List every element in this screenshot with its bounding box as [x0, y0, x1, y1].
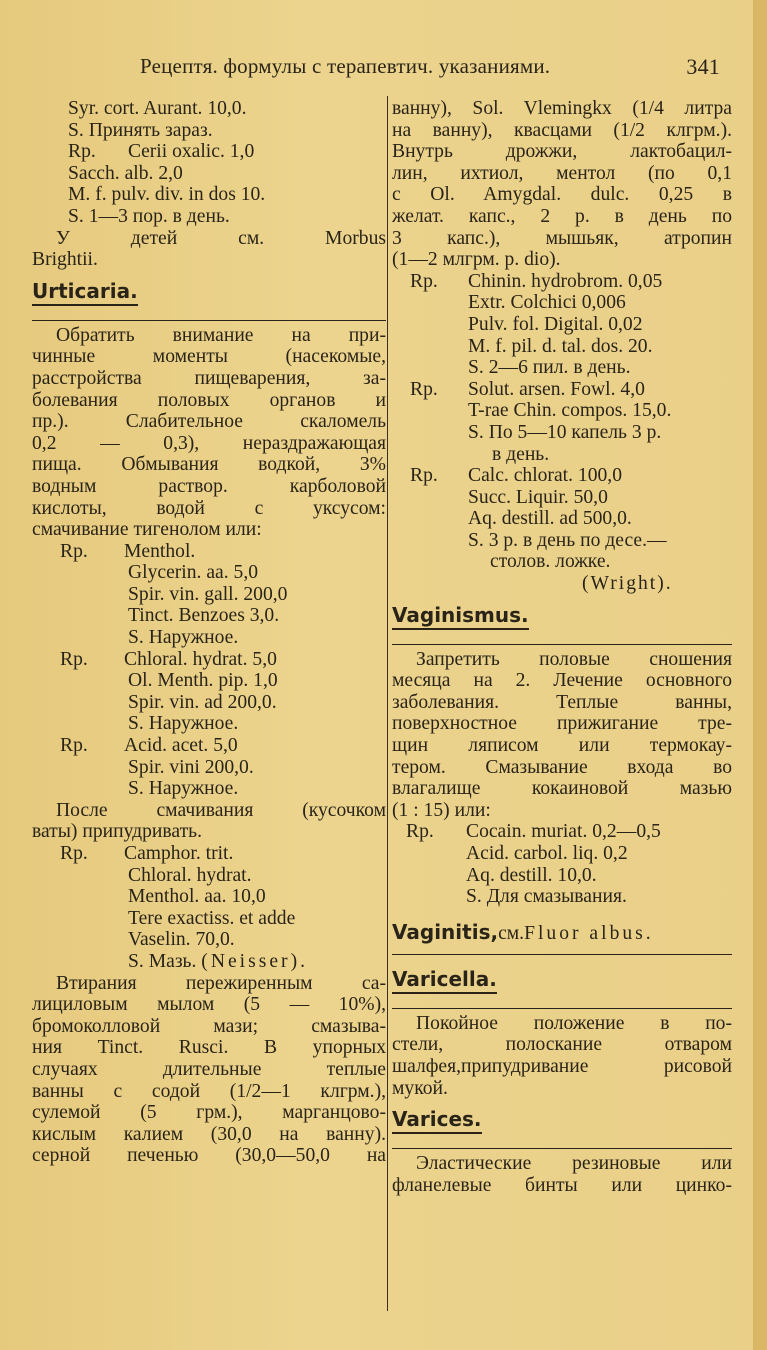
text-line: Chloral. hydrat.: [128, 864, 252, 886]
text-line: Spir. vin. gall. 200,0: [128, 583, 288, 605]
text-line: болевания половых органов и: [32, 389, 386, 411]
text-line: S. 1—3 пор. в день.: [68, 205, 230, 227]
text-line: Vaselin. 70,0.: [128, 929, 235, 951]
prescription-line: Rp. Solut. arsen. Fowl. 4,0: [392, 379, 732, 401]
text-line: Aq. destill. 10,0.: [466, 864, 597, 886]
text-line: Pulv. fol. Digital. 0,02: [468, 313, 643, 335]
prescription-line: Rp. Acid. acet. 5,0: [32, 735, 386, 757]
text-line: Succ. Liquir. 50,0: [468, 486, 608, 508]
rp-label: Rp.: [60, 843, 88, 864]
page-edge: [753, 0, 767, 1350]
text-line: (1—2 млгрм. р. dio).: [392, 249, 561, 271]
text-line: стели, полоскание отваром: [392, 1034, 732, 1056]
text-line: S. Наружное.: [128, 778, 239, 800]
text-line: в день.: [492, 443, 550, 465]
text-line: ния Tinct. Rusci. В упорных: [32, 1037, 386, 1059]
text-line: мукой.: [392, 1077, 448, 1099]
text-line: S. Наружное.: [128, 627, 239, 649]
text-line: серной печенью (30,0—50,0 на: [32, 1145, 386, 1167]
text-line: S. 2—6 пил. в день.: [468, 357, 631, 379]
text-line: смачивание тигенолом или:: [32, 519, 262, 541]
text-line: После смачивания (кусочком: [56, 799, 386, 821]
reference-target: Fluor albus.: [524, 922, 654, 944]
text-line: Tere exactiss. et adde: [128, 907, 296, 929]
text-line: Acid. carbol. liq. 0,2: [466, 843, 628, 864]
section-rule: [392, 954, 732, 959]
prescription-line: Rp. Menthol.: [32, 541, 386, 563]
text-line: Tinct. Benzoes 3,0.: [128, 605, 280, 627]
text-line: Sacch. alb. 2,0: [68, 162, 183, 184]
text-line: S. Принять зараз.: [68, 119, 213, 141]
prescription-line: Rp. Cerii oxalic. 1,0: [32, 141, 386, 163]
text-line: Втирания пережиренным са-: [56, 972, 386, 994]
text-line: ваты) припудривать.: [32, 821, 202, 843]
text-line: расстройства пищеварения, за-: [32, 367, 386, 389]
text-line: Запретить половые сношения: [416, 648, 732, 670]
author-citation: (Wright).: [582, 573, 673, 595]
see-label: см.: [498, 922, 525, 944]
text-line: M. f. pil. d. tal. dos. 20.: [468, 335, 653, 357]
prescription-line: Rp. Calc. chlorat. 100,0: [392, 465, 732, 487]
text-line: 0,2 — 0,3), нераздражающая: [32, 432, 386, 454]
text-line: сулемой (5 грм.), марганцово-: [32, 1102, 386, 1124]
prescription-line: Rp. Chloral. hydrat. 5,0: [32, 649, 386, 671]
text-line: S. Наружное.: [128, 713, 239, 735]
prescription-line: Rp. Chinin. hydrobrom. 0,05: [392, 271, 732, 293]
text-line: Glycerin. aa. 5,0: [128, 562, 259, 584]
text-line: У детей см. Morbus: [56, 227, 386, 249]
rp-label: Rp.: [68, 141, 96, 163]
rp-label: Rp.: [406, 821, 434, 843]
column-divider: [387, 96, 388, 1311]
text-line: случаях длительные теплые: [32, 1058, 386, 1080]
rp-label: Rp.: [60, 735, 88, 757]
page-number: 341: [686, 54, 720, 79]
text-line: заболевания. Теплые ванны,: [392, 691, 732, 713]
text-line: S. 3 р. в день по десе.—: [468, 529, 667, 551]
prescription-line: Rp. Cocain. muriat. 0,2—0,5: [392, 821, 732, 843]
text-line: Внутрь дрожжи, лактобацил-: [392, 141, 732, 163]
rp-label: Rp.: [410, 378, 438, 400]
running-header: [140, 54, 720, 84]
text-line: фланелевые бинты или цинко-: [392, 1174, 732, 1196]
text-line: Syr. cort. Aurant. 10,0.: [68, 98, 247, 119]
text-line: бромоколловой мази; смазыва-: [32, 1015, 386, 1037]
text-line: поверхностное прижигание тре-: [392, 713, 732, 735]
text-line: Обратить внимание на при-: [56, 324, 386, 346]
text-line: Menthol. aa. 10,0: [128, 886, 266, 908]
prescription-line: Rp. Camphor. trit.: [32, 843, 386, 865]
text-line: S. По 5—10 капель 3 р.: [468, 421, 662, 443]
text-line: пища. Обмывания водкой, 3%: [32, 454, 386, 476]
section-heading-urticaria: Urticaria.: [32, 279, 138, 306]
rp-label: Rp.: [60, 540, 88, 562]
text-line: на ванну), квасцами (1/2 клгрм.).: [392, 119, 732, 141]
section-heading-varicella: Varicella.: [392, 967, 497, 994]
text-line: Ol. Menth. pip. 1,0: [128, 670, 278, 692]
text-line: S. Мазь. (Neisser).: [128, 950, 309, 972]
left-column: [32, 98, 386, 1167]
right-column: [392, 98, 732, 1196]
text-line: кислым калием (30,0 на ванну).: [32, 1123, 386, 1145]
section-heading-vaginitis: Vaginitis,: [392, 919, 499, 944]
text-line: пр.). Слабительное скаломель: [32, 411, 386, 433]
text-line: S. Для смазывания.: [466, 886, 627, 908]
text-line: лициловым мылом (5 — 10%),: [32, 994, 386, 1016]
text-line: щин ляписом или термокау-: [392, 735, 732, 757]
text-line: лин, ихтиол, ментол (по 0,1: [392, 162, 732, 184]
text-line: кислоты, водой с уксусом:: [32, 497, 386, 519]
text-line: M. f. pulv. div. in dos 10.: [68, 184, 266, 206]
text-line: Extr. Colchici 0,006: [468, 292, 626, 314]
author-citation: (Neisser).: [201, 950, 309, 972]
section-heading-varices: Varices.: [392, 1107, 482, 1134]
rp-label: Rp.: [410, 270, 438, 292]
text-line: Spir. vini 200,0.: [128, 756, 254, 778]
section-heading-vaginismus: Vaginismus.: [392, 603, 529, 630]
text-line: 3 капс.), мышьяк, атропин: [392, 227, 732, 249]
text-line: влагалище кокаиновой мазью: [392, 778, 732, 800]
text-line: Spir. vin. ad 200,0.: [128, 691, 277, 713]
text-line: ванну), Sol. Vlemingkx (1/4 литра: [392, 98, 732, 119]
text-line: Aq. destill. ad 500,0.: [468, 508, 632, 530]
text-line: с Ol. Amygdal. dulc. 0,25 в: [392, 184, 732, 206]
text-line: желат. капс., 2 р. в день по: [392, 205, 732, 227]
header-title: Рецептя. формулы с терапевтич. указаниями.: [140, 54, 551, 78]
text-line: водным раствор. карболовой: [32, 475, 386, 497]
text-line: Эластические резиновые или: [416, 1153, 732, 1175]
cross-reference-vaginitis: [392, 918, 732, 950]
text-line: T-rae Chin. compos. 15,0.: [468, 400, 672, 422]
text-line: (1 : 15) или:: [392, 799, 491, 821]
text-line: столов. ложке.: [490, 551, 611, 573]
text-line: месяца на 2. Лечение основного: [392, 670, 732, 692]
text-line: чинные моменты (насекомые,: [32, 346, 386, 368]
text-line: шалфея,припудривание рисовой: [392, 1055, 732, 1077]
rp-label: Rp.: [60, 648, 88, 670]
text-line: тером. Смазывание входа во: [392, 756, 732, 778]
rp-label: Rp.: [410, 465, 438, 487]
text-line: Покойное положение в по-: [416, 1012, 732, 1034]
text-line: ванны с содой (1/2—1 клгрм.),: [32, 1080, 386, 1102]
text-line: Brightii.: [32, 249, 98, 271]
